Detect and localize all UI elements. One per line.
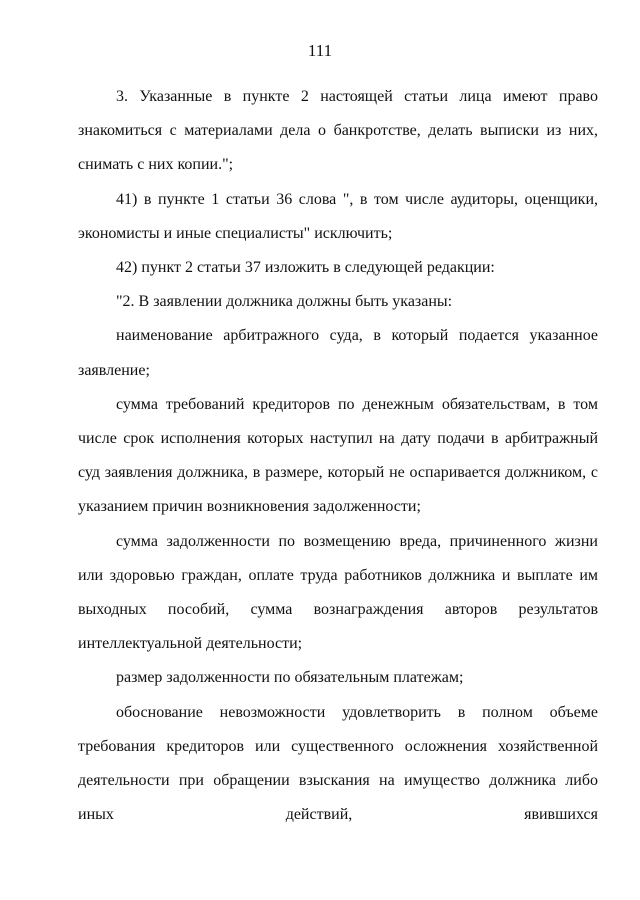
paragraph-4: "2. В заявлении должника должны быть указаны:	[116, 293, 453, 311]
document-body	[78, 80, 598, 832]
paragraph-9: обоснование невозможности удовлетворить в полном объеме требования кредиторов или существенного осложнения хозяйственной деятельности при обращении взыскания на имущество должника либо иных действий, явившихся	[78, 703, 598, 824]
paragraph-3: 42) пункт 2 статьи 37 изложить в следующей редакции:	[116, 259, 495, 277]
paragraph-7: сумма задолженности по возмещению вреда, причиненного жизни или здоровью граждан, оплате труда работников должника и выплате им выходных пособий, сумма вознаграждения авторов результатов интеллектуальной деятельности;	[78, 532, 598, 653]
paragraph-2: 41) в пункте 1 статьи 36 слова ", в том числе аудиторы, оценщики, экономисты и иные специалисты" исключить;	[78, 190, 598, 242]
paragraph-6: сумма требований кредиторов по денежным обязательствам, в том числе срок исполнения которых наступил на дату подачи в арбитражный суд заявления должника, в размере, который не оспаривается должником, с указанием причин возникновения задолженности;	[78, 395, 598, 516]
paragraph-8: размер задолженности по обязательным платежам;	[116, 669, 464, 687]
paragraph-5: наименование арбитражного суда, в который подается указанное заявление;	[78, 327, 598, 379]
page-number: 111	[307, 41, 333, 60]
paragraph-1: 3. Указанные в пункте 2 настоящей статьи лица имеют право знакомиться с материалами дела о банкротстве, делать выписки из них, снимать с них копии.";	[78, 88, 598, 174]
